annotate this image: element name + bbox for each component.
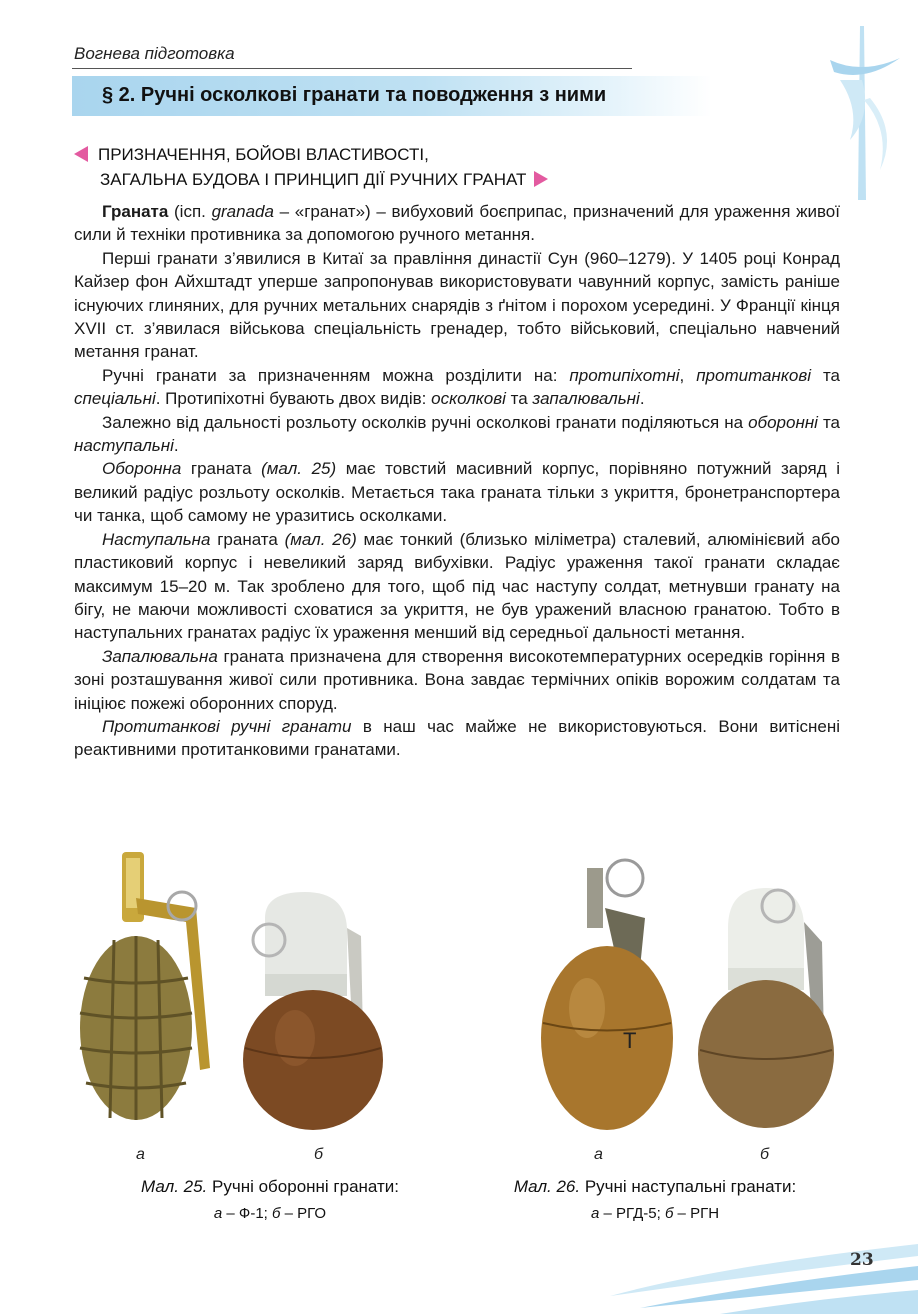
foreign-word: granada [211, 202, 274, 221]
topic-heading [74, 142, 548, 192]
figure-reference: (мал. 25) [261, 459, 337, 479]
text-run: та [817, 412, 840, 432]
emphasis: спеціальні [74, 389, 156, 409]
topic-line-2: ЗАГАЛЬНА БУДОВА І ПРИНЦИП ДІЇ РУЧНИХ ГРАНАТ [100, 170, 527, 189]
paragraph-offensive [74, 528, 840, 645]
text-run: граната [181, 459, 262, 479]
caption-text: Ручні наступальні гранати: [580, 1177, 797, 1196]
text-run: граната призначена для створення високотемпературних осередків горіння в зоні розташування живої сили противника. Вона завдає термічних опіків ворожим солдатам та ініціює пожежі оборонних споруд. [74, 646, 840, 713]
caption-letter: а [590, 1205, 600, 1222]
fig26-label-b: б [760, 1146, 769, 1163]
rgo-grenade-image [235, 888, 400, 1138]
caption-text: – РГД-5; [599, 1205, 665, 1222]
text-run: (ісп. [168, 202, 212, 221]
paragraph-types [74, 364, 840, 411]
caption-text: – Ф-1; [222, 1205, 273, 1222]
page-number: 23 [850, 1250, 874, 1270]
decorative-blade-icon [800, 20, 910, 220]
paragraph-distance [74, 411, 840, 458]
emphasis: Протитанкові ручні гранати [102, 716, 352, 736]
text-run: – «гранат») – вибуховий боєприпас, призначений для ураження живої сили й техніки противника за допомогою ручного метання. [74, 202, 840, 245]
text-run: має тонкий (близько міліметра) сталевий, алюмінієвий або пластиковий корпус і невеликий заряд вибухівки. Радіус ураження такої гранати складає максимум 15–20 м. Так зроблено для того, щоб під час наступу солдат, метнувши гранату на бігу, не маючи можливості сховатися за укриття, не був уражений власною гранатою. Тобто в наступальних гранатах радіус їх ураження менший від середньої дальності метання. [74, 529, 841, 643]
emphasis: Оборонна [102, 459, 182, 479]
emphasis: Наступальна [102, 529, 211, 549]
emphasis: запалювальні [532, 389, 640, 409]
triangle-right-icon [534, 171, 548, 187]
svg-text:Т: Т [623, 1028, 637, 1053]
fig25-label-a: а [136, 1146, 145, 1163]
fig26-caption [470, 1177, 840, 1197]
text-run: та [505, 389, 533, 409]
emphasis: протитанкові [696, 365, 811, 385]
decorative-swoosh-icon [600, 1236, 918, 1314]
text-run: в наш час майже не використовуються. Вони витіснені реактивними протитанковими гранатами. [74, 716, 840, 760]
text-run: . [173, 436, 179, 456]
text-run: Ручні гранати за призначенням можна розділити на: [102, 365, 570, 385]
paragraph-definition [74, 200, 840, 247]
emphasis: Запалювальна [102, 646, 218, 666]
emphasis: осколкові [431, 389, 506, 409]
fig26-label-a: а [594, 1146, 603, 1163]
fig25-caption-sub [90, 1205, 450, 1222]
rgn-grenade-image [692, 882, 852, 1138]
fig26-caption-sub [470, 1205, 840, 1222]
topic-line-1: ПРИЗНАЧЕННЯ, БОЙОВІ ВЛАСТИВОСТІ, [98, 145, 429, 164]
text-run: . Протипіхотні бувають двох видів: [155, 389, 432, 409]
fig25-caption [90, 1177, 450, 1197]
running-head: Вогнева підготовка [74, 44, 235, 63]
text-run: граната [210, 529, 285, 549]
caption-text: – РГО [280, 1205, 327, 1222]
text-run: та [810, 365, 841, 385]
paragraph-antitank [74, 715, 840, 762]
text-run: , [679, 365, 697, 385]
emphasis: наступальні [74, 436, 174, 456]
triangle-left-icon [74, 146, 88, 162]
caption-letter: б [272, 1205, 281, 1222]
body-text [74, 200, 840, 762]
f1-grenade-image [70, 848, 230, 1138]
emphasis: протипіхотні [569, 365, 680, 385]
text-run: Залежно від дальності розльоту осколків ручні осколкові гранати поділяються на [102, 412, 749, 432]
text-run: має товстий масивний корпус, порівняно потужний заряд і великий радіус розльоту осколків. Метається така граната тільки з укриття, бронетранспортера чи танка, щоб самому не уразитись осколками. [74, 459, 841, 526]
paragraph-defensive [74, 457, 840, 527]
term: Граната [102, 202, 169, 221]
rgd5-grenade-image [525, 848, 690, 1138]
figure-reference: (мал. 26) [284, 529, 357, 549]
caption-label: Мал. 26. [513, 1177, 581, 1196]
fig25-label-b: б [314, 1146, 323, 1163]
caption-letter: б [664, 1205, 674, 1222]
header-rule [72, 68, 632, 69]
paragraph-incendiary [74, 645, 840, 715]
text-run: . [639, 389, 645, 409]
paragraph-history: Перші гранати з’явилися в Китаї за правління династії Сун (960–1279). У 1405 році Конрад Кайзер фон Айхштадт уперше запропонував використовувати чавунний корпус, замість раніше існуючих глиняних, для ручних метальних снарядів з ґнітом і порохом усередині. У Франції кінця XVII ст. з’явилася військова спеціальність гренадер, тобто військовий, спеціально навчений метання гранат. [74, 248, 840, 362]
caption-label: Мал. 25. [140, 1177, 208, 1196]
section-title: § 2. Ручні осколкові гранати та поводження з ними [102, 84, 607, 106]
caption-letter: а [213, 1205, 223, 1222]
emphasis: оборонні [748, 412, 818, 432]
caption-text: Ручні оборонні гранати: [207, 1177, 400, 1196]
caption-text: – РГН [673, 1205, 720, 1222]
